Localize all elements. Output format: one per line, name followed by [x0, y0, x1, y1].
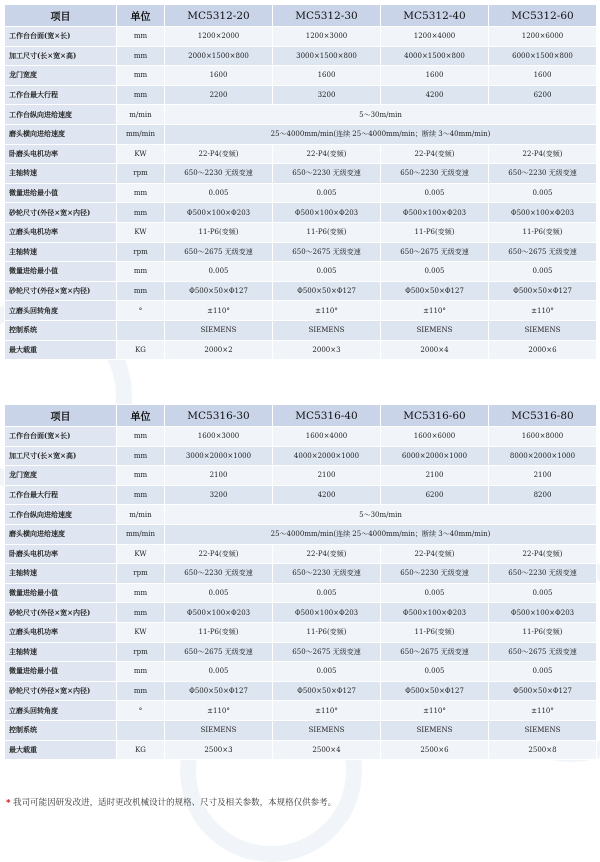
row-unit: m/min — [117, 105, 165, 125]
row-value: 11-P6(变频) — [381, 622, 489, 642]
row-value: 2100 — [381, 466, 489, 486]
row-value: 2500×3 — [165, 740, 273, 760]
table-row — [5, 46, 597, 66]
row-value: ±110° — [165, 301, 273, 321]
table-body — [5, 27, 597, 360]
row-value: 650～2230 无级变速 — [273, 164, 381, 184]
row-unit: mm — [117, 46, 165, 66]
table-row — [5, 642, 597, 662]
row-value: ±110° — [165, 701, 273, 721]
row-value: 22-P4(变频) — [489, 544, 597, 564]
table-row — [5, 262, 597, 282]
row-value-merged: 25～4000mm/min(连续 25～4000mm/min；断续 3～40mm/min) — [165, 124, 597, 144]
row-value: 0.005 — [381, 583, 489, 603]
header-item: 项目 — [5, 405, 117, 427]
row-value: 650～2230 无级变速 — [273, 564, 381, 584]
row-value: 1600×3000 — [165, 427, 273, 447]
header-model: MC5312-60 — [489, 5, 597, 27]
row-unit: KW — [117, 622, 165, 642]
row-value: 22-P4(变频) — [381, 144, 489, 164]
row-value: 4200 — [273, 485, 381, 505]
row-value: 3000×1500×800 — [273, 46, 381, 66]
row-value: SIEMENS — [273, 320, 381, 340]
table-row — [5, 105, 597, 125]
row-value: ±110° — [273, 701, 381, 721]
row-value: ±110° — [381, 301, 489, 321]
row-value: 650～2675 无级变速 — [489, 242, 597, 262]
row-value: 650～2230 无级变速 — [489, 564, 597, 584]
row-unit — [117, 320, 165, 340]
row-value: 650～2675 无级变速 — [381, 642, 489, 662]
row-unit: mm — [117, 681, 165, 701]
table-row — [5, 320, 597, 340]
header-unit: 单位 — [117, 405, 165, 427]
row-value: 650～2675 无级变速 — [381, 242, 489, 262]
header-model: MC5312-20 — [165, 5, 273, 27]
row-unit: m/min — [117, 505, 165, 525]
header-model: MC5316-30 — [165, 405, 273, 427]
row-value: Φ500×100×Φ203 — [165, 603, 273, 623]
row-value: 2000×2 — [165, 340, 273, 360]
row-value: Φ500×100×Φ203 — [273, 203, 381, 223]
row-value: 11-P6(变频) — [489, 222, 597, 242]
row-value: SIEMENS — [489, 320, 597, 340]
table-header-row — [5, 405, 597, 427]
row-label: 主轴转速 — [5, 642, 117, 662]
header-item: 项目 — [5, 5, 117, 27]
spec-table-mc5316 — [4, 404, 597, 760]
table-row — [5, 603, 597, 623]
row-unit: mm — [117, 485, 165, 505]
row-value: 1200×4000 — [381, 27, 489, 47]
header-model: MC5312-40 — [381, 5, 489, 27]
row-value: Φ500×100×Φ203 — [273, 603, 381, 623]
row-value: 1600×8000 — [489, 427, 597, 447]
row-label: 砂轮尺寸(外径×宽×内径) — [5, 681, 117, 701]
row-value: 3000×2000×1000 — [165, 446, 273, 466]
header-model: MC5316-40 — [273, 405, 381, 427]
row-value: 6200 — [381, 485, 489, 505]
row-value: 22-P4(变频) — [381, 544, 489, 564]
row-value: Φ500×50×Φ127 — [381, 681, 489, 701]
table-row — [5, 485, 597, 505]
table-row — [5, 720, 597, 740]
row-value: 8000×2000×1000 — [489, 446, 597, 466]
row-value: 4200 — [381, 85, 489, 105]
row-value: 22-P4(变频) — [165, 544, 273, 564]
header-model: MC5312-30 — [273, 5, 381, 27]
row-label: 卧磨头电机功率 — [5, 544, 117, 564]
row-label: 最大载重 — [5, 740, 117, 760]
row-label: 微量进给最小值 — [5, 183, 117, 203]
row-value: 0.005 — [165, 583, 273, 603]
row-label: 主轴转速 — [5, 242, 117, 262]
table-header-row — [5, 5, 597, 27]
table-row — [5, 281, 597, 301]
table-row — [5, 583, 597, 603]
table-row — [5, 701, 597, 721]
row-unit: mm — [117, 446, 165, 466]
row-label: 工作台台面(宽×长) — [5, 427, 117, 447]
row-value: SIEMENS — [489, 720, 597, 740]
row-value: 2100 — [165, 466, 273, 486]
row-label: 工作台最大行程 — [5, 85, 117, 105]
header-unit: 单位 — [117, 5, 165, 27]
table-row — [5, 740, 597, 760]
row-value: 2000×6 — [489, 340, 597, 360]
row-value: 1600 — [381, 66, 489, 86]
row-label: 立磨头回转角度 — [5, 301, 117, 321]
row-label: 磨头横向进给速度 — [5, 124, 117, 144]
row-value: Φ500×50×Φ127 — [165, 681, 273, 701]
row-value: ±110° — [381, 701, 489, 721]
row-label: 微量进给最小值 — [5, 262, 117, 282]
table-row — [5, 340, 597, 360]
row-value: 0.005 — [273, 183, 381, 203]
row-value: 22-P4(变频) — [489, 144, 597, 164]
row-value: 2000×4 — [381, 340, 489, 360]
table-row — [5, 524, 597, 544]
row-value: SIEMENS — [165, 720, 273, 740]
row-value: Φ500×50×Φ127 — [165, 281, 273, 301]
row-value: Φ500×50×Φ127 — [489, 281, 597, 301]
row-unit: KG — [117, 740, 165, 760]
row-value: 0.005 — [489, 662, 597, 682]
table-row — [5, 564, 597, 584]
row-value: 22-P4(变频) — [165, 144, 273, 164]
row-value: 1600×6000 — [381, 427, 489, 447]
row-value: 1600 — [489, 66, 597, 86]
spec-table-mc5312 — [4, 4, 597, 360]
row-unit: mm — [117, 203, 165, 223]
header-model: MC5316-80 — [489, 405, 597, 427]
row-unit: mm — [117, 262, 165, 282]
row-value: 650～2675 无级变速 — [489, 642, 597, 662]
row-value: SIEMENS — [381, 320, 489, 340]
row-unit: KG — [117, 340, 165, 360]
row-label: 控制系统 — [5, 320, 117, 340]
row-unit: rpm — [117, 642, 165, 662]
footnote-star: * — [6, 798, 11, 808]
table-row — [5, 301, 597, 321]
row-value: 650～2230 无级变速 — [381, 164, 489, 184]
table-row — [5, 622, 597, 642]
row-value: 22-P4(变频) — [273, 144, 381, 164]
footnote-text: 我司可能因研发改进，适时更改机械设计的规格、尺寸及相关参数，本规格仅供参考。 — [13, 798, 337, 808]
row-value: 1600 — [165, 66, 273, 86]
row-unit: mm/min — [117, 524, 165, 544]
row-value: 2500×6 — [381, 740, 489, 760]
table-row — [5, 446, 597, 466]
row-value: 0.005 — [165, 662, 273, 682]
row-unit: mm — [117, 27, 165, 47]
row-value: 1600 — [273, 66, 381, 86]
row-value: SIEMENS — [273, 720, 381, 740]
header-model: MC5316-60 — [381, 405, 489, 427]
row-value: 650～2230 无级变速 — [489, 164, 597, 184]
table-row — [5, 505, 597, 525]
table-row — [5, 203, 597, 223]
row-value: 6000×1500×800 — [489, 46, 597, 66]
row-value: 650～2230 无级变速 — [381, 564, 489, 584]
row-value: Φ500×100×Φ203 — [381, 203, 489, 223]
row-unit: rpm — [117, 242, 165, 262]
row-value: 2000×1500×800 — [165, 46, 273, 66]
row-value: 0.005 — [489, 583, 597, 603]
row-value: 2100 — [273, 466, 381, 486]
row-value-merged: 25～4000mm/min(连续 25～4000mm/min；断续 3～40mm/min) — [165, 524, 597, 544]
row-unit: rpm — [117, 564, 165, 584]
row-unit: KW — [117, 222, 165, 242]
table-row — [5, 681, 597, 701]
row-value: 650～2230 无级变速 — [165, 164, 273, 184]
row-value: 4000×2000×1000 — [273, 446, 381, 466]
row-value: 11-P6(变频) — [273, 222, 381, 242]
row-value: 2100 — [489, 466, 597, 486]
row-value: Φ500×100×Φ203 — [489, 603, 597, 623]
row-value: 8200 — [489, 485, 597, 505]
row-value: Φ500×50×Φ127 — [273, 681, 381, 701]
row-label: 工作台纵向进给速度 — [5, 105, 117, 125]
row-value: 0.005 — [273, 583, 381, 603]
row-value: Φ500×50×Φ127 — [381, 281, 489, 301]
row-value: Φ500×50×Φ127 — [489, 681, 597, 701]
row-value-merged: 5～30m/min — [165, 105, 597, 125]
table-row — [5, 427, 597, 447]
table-row — [5, 222, 597, 242]
row-value: ±110° — [489, 701, 597, 721]
row-label: 控制系统 — [5, 720, 117, 740]
table-row — [5, 85, 597, 105]
row-unit: KW — [117, 544, 165, 564]
row-value: 0.005 — [381, 262, 489, 282]
row-value: 11-P6(变频) — [381, 222, 489, 242]
row-value: 11-P6(变频) — [273, 622, 381, 642]
row-value: 650～2675 无级变速 — [273, 242, 381, 262]
table-row — [5, 27, 597, 47]
table-row — [5, 144, 597, 164]
row-unit: mm — [117, 427, 165, 447]
row-value: 0.005 — [165, 183, 273, 203]
row-value: 0.005 — [489, 183, 597, 203]
row-value: SIEMENS — [165, 320, 273, 340]
table-row — [5, 466, 597, 486]
row-label: 砂轮尺寸(外径×宽×内径) — [5, 281, 117, 301]
row-unit: ° — [117, 301, 165, 321]
row-value: Φ500×100×Φ203 — [165, 203, 273, 223]
row-unit: mm — [117, 66, 165, 86]
row-value: Φ500×100×Φ203 — [381, 603, 489, 623]
row-label: 工作台纵向进给速度 — [5, 505, 117, 525]
row-unit: mm — [117, 281, 165, 301]
row-label: 微量进给最小值 — [5, 662, 117, 682]
row-value: 1200×2000 — [165, 27, 273, 47]
row-value: 1200×6000 — [489, 27, 597, 47]
table-row — [5, 66, 597, 86]
row-value: 22-P4(变频) — [273, 544, 381, 564]
row-value: 0.005 — [489, 262, 597, 282]
row-value: ±110° — [273, 301, 381, 321]
row-label: 龙门宽度 — [5, 66, 117, 86]
row-value: 0.005 — [381, 662, 489, 682]
row-unit: mm — [117, 466, 165, 486]
table-row — [5, 183, 597, 203]
row-label: 立磨头电机功率 — [5, 622, 117, 642]
row-unit: rpm — [117, 164, 165, 184]
row-unit: mm — [117, 85, 165, 105]
row-label: 主轴转速 — [5, 564, 117, 584]
row-value: 2500×4 — [273, 740, 381, 760]
row-label: 卧磨头电机功率 — [5, 144, 117, 164]
row-unit — [117, 720, 165, 740]
row-value: Φ500×50×Φ127 — [273, 281, 381, 301]
table-body — [5, 427, 597, 760]
row-label: 砂轮尺寸(外径×宽×内径) — [5, 603, 117, 623]
row-value-merged: 5～30m/min — [165, 505, 597, 525]
row-label: 龙门宽度 — [5, 466, 117, 486]
row-value: 3200 — [165, 485, 273, 505]
row-value: 1600×4000 — [273, 427, 381, 447]
row-value: Φ500×100×Φ203 — [489, 203, 597, 223]
row-value: 0.005 — [381, 183, 489, 203]
row-value: 650～2675 无级变速 — [165, 242, 273, 262]
row-value: 1200×3000 — [273, 27, 381, 47]
row-label: 工作台台面(宽×长) — [5, 27, 117, 47]
row-label: 加工尺寸(长×宽×高) — [5, 446, 117, 466]
row-label: 砂轮尺寸(外径×宽×内径) — [5, 203, 117, 223]
row-value: 650～2675 无级变速 — [273, 642, 381, 662]
row-label: 加工尺寸(长×宽×高) — [5, 46, 117, 66]
row-value: 0.005 — [165, 262, 273, 282]
row-unit: KW — [117, 144, 165, 164]
row-unit: mm — [117, 583, 165, 603]
row-unit: mm — [117, 662, 165, 682]
table-row — [5, 242, 597, 262]
row-value: 11-P6(变频) — [165, 222, 273, 242]
row-value: 11-P6(变频) — [165, 622, 273, 642]
row-unit: ° — [117, 701, 165, 721]
row-label: 磨头横向进给速度 — [5, 524, 117, 544]
row-value: 11-P6(变频) — [489, 622, 597, 642]
row-value: 6200 — [489, 85, 597, 105]
row-value: SIEMENS — [381, 720, 489, 740]
row-label: 主轴转速 — [5, 164, 117, 184]
row-label: 最大载重 — [5, 340, 117, 360]
table-row — [5, 124, 597, 144]
footnote — [6, 796, 594, 808]
row-value: 2000×3 — [273, 340, 381, 360]
row-value: 0.005 — [273, 262, 381, 282]
row-value: 2500×8 — [489, 740, 597, 760]
row-label: 微量进给最小值 — [5, 583, 117, 603]
row-value: 0.005 — [273, 662, 381, 682]
table-row — [5, 544, 597, 564]
row-label: 工作台最大行程 — [5, 485, 117, 505]
row-value: 4000×1500×800 — [381, 46, 489, 66]
row-value: 6000×2000×1000 — [381, 446, 489, 466]
row-unit: mm — [117, 603, 165, 623]
row-value: 650～2230 无级变速 — [165, 564, 273, 584]
table-row — [5, 662, 597, 682]
row-unit: mm/min — [117, 124, 165, 144]
row-label: 立磨头回转角度 — [5, 701, 117, 721]
table-row — [5, 164, 597, 184]
row-value: 2200 — [165, 85, 273, 105]
row-unit: mm — [117, 183, 165, 203]
row-value: 650～2675 无级变速 — [165, 642, 273, 662]
row-value: 3200 — [273, 85, 381, 105]
row-value: ±110° — [489, 301, 597, 321]
row-label: 立磨头电机功率 — [5, 222, 117, 242]
